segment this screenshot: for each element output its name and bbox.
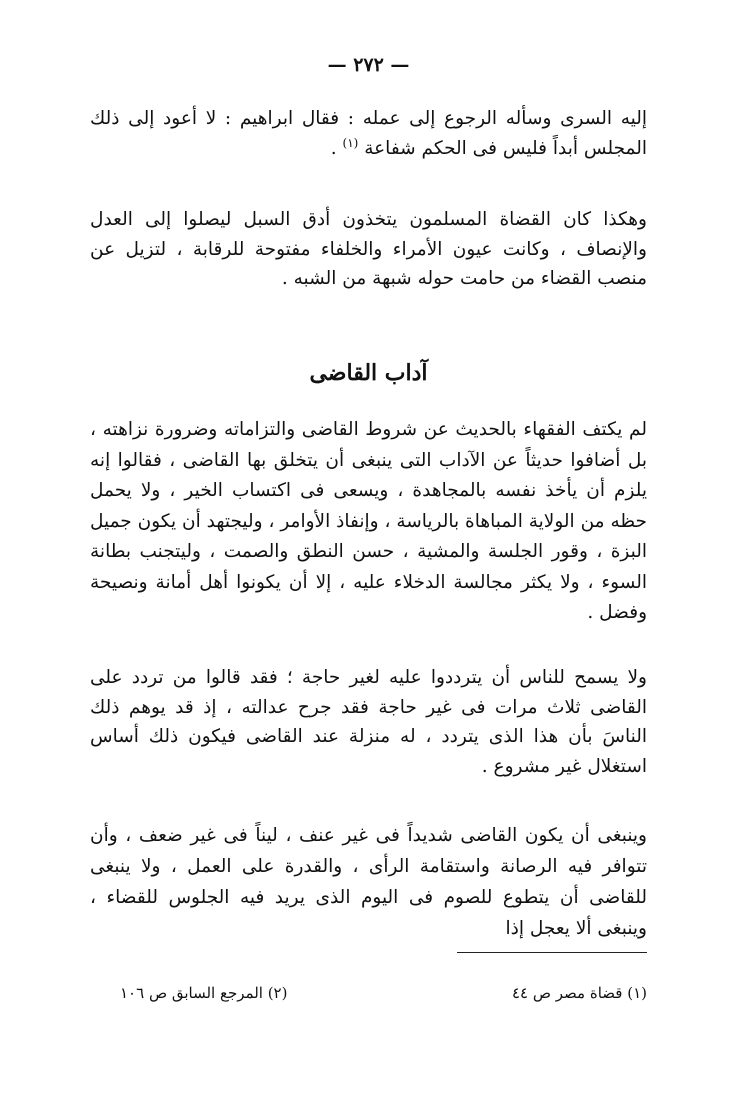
paragraph-4: ولا يسمح للناس أن يترددوا عليه لغير حاجة ؛ فقد قالوا من تردد على القاضى ثلاث مرات فى غير حاجة فقد جرح عدالته ، إذ قد يوهم ذلك الناسَ بأن هذا الذى يتردد ، له منزلة عند القاضى فيكون ذلك أساس استغلال غير مشروع . — [90, 667, 647, 777]
page-number: — ٢٧٢ — — [327, 54, 410, 76]
document-page — [90, 0, 647, 1098]
paragraph-3: لم يكتف الفقهاء بالحديث عن شروط القاضى والتزاماته وضرورة نزاهته ، بل أضافوا حديثاً عن الآداب التى ينبغى أن يتخلق بها القاضى ، فقالوا إنه يلزم أن يأخذ نفسه بالمجاهدة ، ويسعى فى اكتساب الخير ، ولا يحمل حظه من الولاية المباهاة بالرياسة ، وإنفاذ الأوامر ، وليجتهد أن يكون جميل البزة ، وقور الجلسة والمشية ، حسن النطق والصمت ، وليتجنب بطانة السوء ، ولا يكثر مجالسة الدخلاء عليه ، إلا أن يكونوا أهل أمانة ونصيحة وفضل . — [90, 419, 647, 623]
paragraph-1 — [90, 104, 647, 163]
paragraph-2: وهكذا كان القضاة المسلمون يتخذون أدق السبل ليصلوا إلى العدل والإنصاف ، وكانت عيون الأمراء والخلفاء مفتوحة للرقابة ، لتزيل عن منصب القضاء من حامت حوله شبهة من الشبه . — [90, 209, 647, 289]
footnote-divider — [457, 952, 647, 953]
footnote-1: (١) قضاة مصر ص ٤٤ — [511, 984, 647, 1002]
footnote-marker-1: (١) — [342, 135, 359, 150]
paragraph-1-end: . — [330, 137, 343, 159]
footnote-2: (٢) المرجع السابق ص ١٠٦ — [120, 984, 288, 1002]
footnotes — [120, 984, 647, 1002]
paragraph-5: وينبغى أن يكون القاضى شديداً فى غير عنف ، ليناً فى غير ضعف ، وأن تتوافر فيه الرصانة واستقامة الرأى ، والقدرة على العمل ، ولا ينبغى للقاضى أن يتطوع للصوم فى اليوم الذى يريد فيه الجلوس للقضاء ، وينبغى ألا يعجل إذا — [90, 825, 647, 939]
section-heading: آداب القاضى — [309, 360, 428, 386]
paragraph-1-text: إليه السرى وسأله الرجوع إلى عمله : فقال ابراهيم : لا أعود إلى ذلك المجلس أبداً فليس فى الحكم شفاعة — [90, 108, 647, 159]
